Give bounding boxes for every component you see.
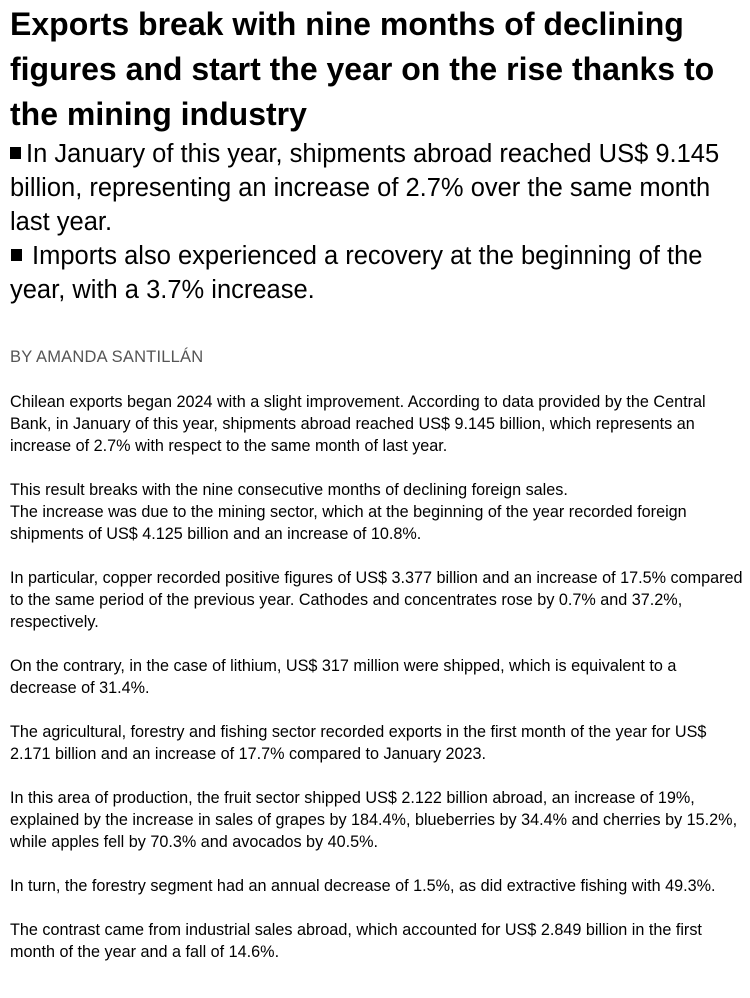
summary-bullet-text: In January of this year, shipments abroad reached US$ 9.145 billion, representing an increase of 2.7% over the same month last year. (10, 140, 720, 236)
body-paragraph-line: The increase was due to the mining sector, which at the beginning of the year recorded foreign shipments of US$ 4.125 billion and an increase of 10.8%. (10, 503, 687, 543)
body-paragraph: In turn, the forestry segment had an annual decrease of 1.5%, as did extractive fishing with 49.3%. (10, 877, 716, 895)
body-paragraph: In particular, copper recorded positive figures of US$ 3.377 billion and an increase of 17.5% compared to the same period of the previous year. Cathodes and concentrates rose by 0.7% and 37.2%, respectively. (10, 569, 743, 631)
byline: BY AMANDA SANTILLÁN (10, 348, 204, 366)
body-paragraph-line: This result breaks with the nine consecutive months of declining foreign sales. (10, 481, 568, 499)
body-paragraph (10, 479, 745, 545)
square-bullet-icon (10, 147, 21, 159)
square-bullet-icon (11, 249, 22, 261)
summary-bullet-text: Imports also experienced a recovery at the beginning of the year, with a 3.7% increase. (10, 242, 703, 304)
body-paragraph: On the contrary, in the case of lithium, US$ 317 million were shipped, which is equivalent to a decrease of 31.4%. (10, 657, 677, 697)
article-body (10, 391, 745, 985)
body-paragraph: Chilean exports began 2024 with a slight improvement. According to data provided by the Central Bank, in January of this year, shipments abroad reached US$ 9.145 billion, which represents an increase of 2.7% with respect to the same month of last year. (10, 393, 706, 455)
summary-bullet (10, 137, 745, 239)
body-paragraph: The agricultural, forestry and fishing sector recorded exports in the first month of the year for US$ 2.171 billion and an increase of 17.7% compared to January 2023. (10, 723, 707, 763)
summary-bullet (10, 239, 745, 307)
body-paragraph: The contrast came from industrial sales abroad, which accounted for US$ 2.849 billion in the first month of the year and a fall of 14.6%. (10, 921, 702, 961)
headline: Exports break with nine months of declining figures and start the year on the rise thanks to the mining industry (10, 6, 715, 132)
body-paragraph: In this area of production, the fruit sector shipped US$ 2.122 billion abroad, an increase of 19%, explained by the increase in sales of grapes by 184.4%, blueberries by 34.4% and cherries by 15.2%, while apples fell by 70.3% and avocados by 40.5%. (10, 789, 738, 851)
summary-bullets (10, 137, 745, 307)
article (10, 2, 745, 961)
